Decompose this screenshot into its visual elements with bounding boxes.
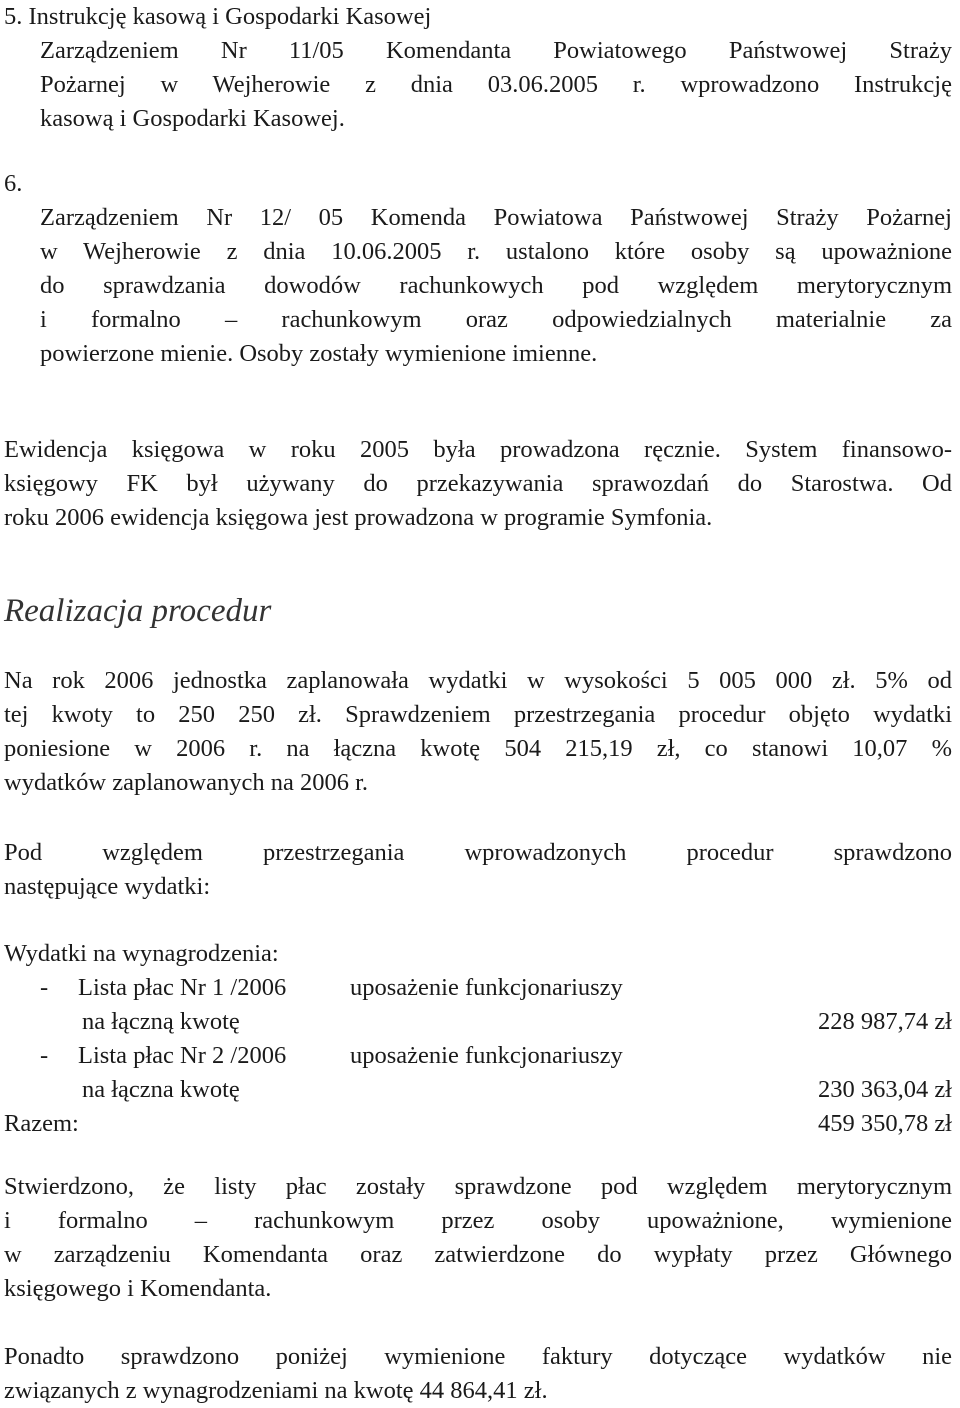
section5-line: Pożarnej w Wejherowie z dnia 03.06.2005 r. wprowadzono Instrukcję: [40, 71, 952, 98]
ponadto-line: Ponadto sprawdzono poniżej wymienione faktury dotyczące wydatków nie: [4, 1343, 952, 1370]
section6-line: w Wejherowie z dnia 10.06.2005 r. ustalono które osoby są upoważnione: [40, 238, 952, 265]
list-item-label: na łączna kwotę: [82, 1076, 240, 1103]
stwierdzono-line: Stwierdzono, że listy płac zostały sprawdzone pod względem merytorycznym: [4, 1173, 952, 1200]
total-amount: 459 350,78 zł: [817, 1110, 952, 1137]
list-item-dash: -: [40, 974, 49, 1001]
stwierdzono-line: w zarządzeniu Komendanta oraz zatwierdzone do wypłaty przez Głównego: [4, 1241, 952, 1268]
total-label: Razem:: [4, 1110, 79, 1137]
list-item-name: Lista płac Nr 1 /2006: [78, 974, 287, 1001]
section5-line: Zarządzeniem Nr 11/05 Komendanta Powiatowego Państwowej Straży: [40, 37, 952, 64]
list-item-amount: 228 987,74 zł: [817, 1008, 952, 1035]
list-item-name: Lista płac Nr 2 /2006: [78, 1042, 287, 1069]
section6-line: do sprawdzania dowodów rachunkowych pod względem merytorycznym: [40, 272, 952, 299]
list-item-amount: 230 363,04 zł: [817, 1076, 952, 1103]
ewidencja-line: roku 2006 ewidencja księgowa jest prowadzona w programie Symfonia.: [4, 504, 713, 531]
section5-line: kasową i Gospodarki Kasowej.: [40, 105, 345, 132]
stwierdzono-line: księgowego i Komendanta.: [4, 1275, 272, 1302]
pod-line: Pod względem przestrzegania wprowadzonych procedur sprawdzono: [4, 839, 952, 866]
ponadto-line: związanych z wynagrodzeniami na kwotę 44 864,41 zł.: [4, 1377, 548, 1404]
ewidencja-line: księgowy FK był używany do przekazywania sprawozdań do Starostwa. Od: [4, 470, 952, 497]
section6-line: Zarządzeniem Nr 12/ 05 Komenda Powiatowa Państwowej Straży Pożarnej: [40, 204, 952, 231]
list-item-desc: uposażenie funkcjonariuszy: [350, 974, 623, 1001]
realizacja-line: poniesione w 2006 r. na łączna kwotę 504 215,19 zł, co stanowi 10,07 %: [4, 735, 952, 762]
section6-number: 6.: [4, 170, 23, 197]
list-item-dash: -: [40, 1042, 49, 1069]
section-heading: Realizacja procedur: [4, 593, 272, 629]
stwierdzono-line: i formalno – rachunkowym przez osoby upoważnione, wymienione: [4, 1207, 952, 1234]
list-item-label: na łączną kwotę: [82, 1008, 240, 1035]
realizacja-line: wydatków zaplanowanych na 2006 r.: [4, 769, 368, 796]
ewidencja-line: Ewidencja księgowa w roku 2005 była prowadzona ręcznie. System finansowo-: [4, 436, 952, 463]
section6-line: powierzone mienie. Osoby zostały wymienione imienne.: [40, 340, 598, 367]
wydatki-title: Wydatki na wynagrodzenia:: [4, 940, 279, 967]
list-item-desc: uposażenie funkcjonariuszy: [350, 1042, 623, 1069]
realizacja-line: Na rok 2006 jednostka zaplanowała wydatki w wysokości 5 005 000 zł. 5% od: [4, 667, 952, 694]
section6-line: i formalno – rachunkowym oraz odpowiedzialnych materialnie za: [40, 306, 952, 333]
section5-title: 5. Instrukcję kasową i Gospodarki Kasowej: [4, 3, 432, 30]
pod-line: następujące wydatki:: [4, 873, 211, 900]
realizacja-line: tej kwoty to 250 250 zł. Sprawdzeniem przestrzegania procedur objęto wydatki: [4, 701, 952, 728]
